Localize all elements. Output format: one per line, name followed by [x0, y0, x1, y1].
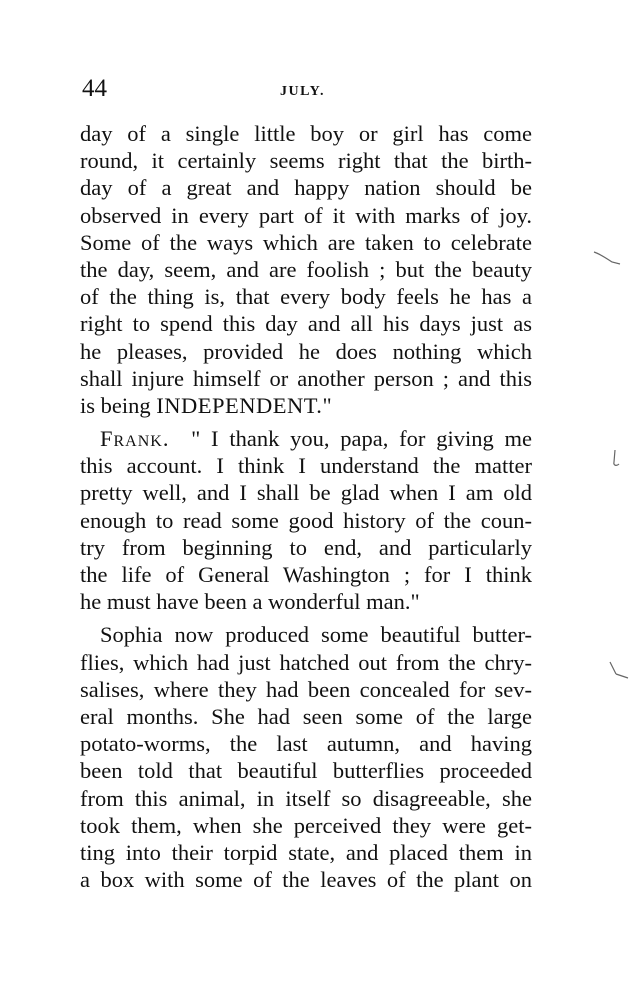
text-line: salises, where they had been concealed for sev- — [80, 676, 532, 702]
text-line: Some of the ways which are taken to celebrate — [80, 229, 532, 255]
text-line: been told that beautiful butterflies proceeded — [80, 758, 532, 784]
text-line: a box with some of the leaves of the plant on — [80, 867, 532, 893]
text-line: he pleases, provided he does nothing which — [80, 338, 532, 364]
text-line — [80, 425, 532, 452]
text-line: this account. I think I understand the matter — [80, 453, 532, 479]
speaker-name: Frank. — [100, 426, 170, 452]
text-line: observed in every part of it with marks of joy. — [80, 202, 532, 228]
text-line: the day, seem, and are foolish ; but the beauty — [80, 256, 532, 282]
text-line: eral months. She had seen some of the large — [80, 703, 532, 729]
text-line: try from beginning to end, and particularly — [80, 534, 532, 560]
margin-scan-mark — [606, 448, 624, 470]
closing-quote: " — [322, 392, 332, 418]
margin-scan-mark — [606, 660, 632, 684]
text-fragment: is being — [80, 392, 157, 418]
text-line: took them, when she perceived they were get- — [80, 812, 532, 838]
text-line: shall injure himself or another person ; and this — [80, 365, 532, 391]
margin-scan-mark — [592, 248, 622, 270]
text-line: round, it certainly seems right that the birth- — [80, 148, 532, 174]
text-line: Sophia now produced some beautiful butter- — [100, 622, 532, 648]
text-line: day of a single little boy or girl has come — [80, 121, 532, 146]
text-line: from this animal, in itself so disagreeable, she — [80, 785, 532, 811]
emphasized-word: INDEPENDENT. — [156, 392, 323, 418]
text-line: ting into their torpid state, and placed them in — [80, 839, 532, 865]
body-text — [80, 120, 532, 893]
text-line: flies, which had just hatched out from the chry- — [80, 649, 532, 675]
text-line — [80, 392, 532, 419]
running-head: JULY. — [280, 84, 325, 99]
text-line: the life of General Washington ; for I think — [80, 562, 532, 587]
paragraph-2 — [80, 425, 532, 615]
text-line: pretty well, and I shall be glad when I am old — [80, 480, 532, 506]
text-fragment: " I thank you, papa, for giving me — [191, 426, 532, 452]
text-line: enough to read some good history of the coun- — [80, 507, 532, 533]
text-line: potato-worms, the last autumn, and having — [80, 731, 532, 757]
text-line: he must have been a wonderful man." — [80, 589, 420, 615]
text-line: day of a great and happy nation should be — [80, 175, 532, 201]
page-number: 44 — [82, 75, 107, 102]
paragraph-3 — [80, 621, 532, 893]
paragraph-1 — [80, 120, 532, 419]
text-line: of the thing is, that every body feels he has a — [80, 284, 532, 310]
text-line: right to spend this day and all his days just as — [80, 311, 532, 337]
